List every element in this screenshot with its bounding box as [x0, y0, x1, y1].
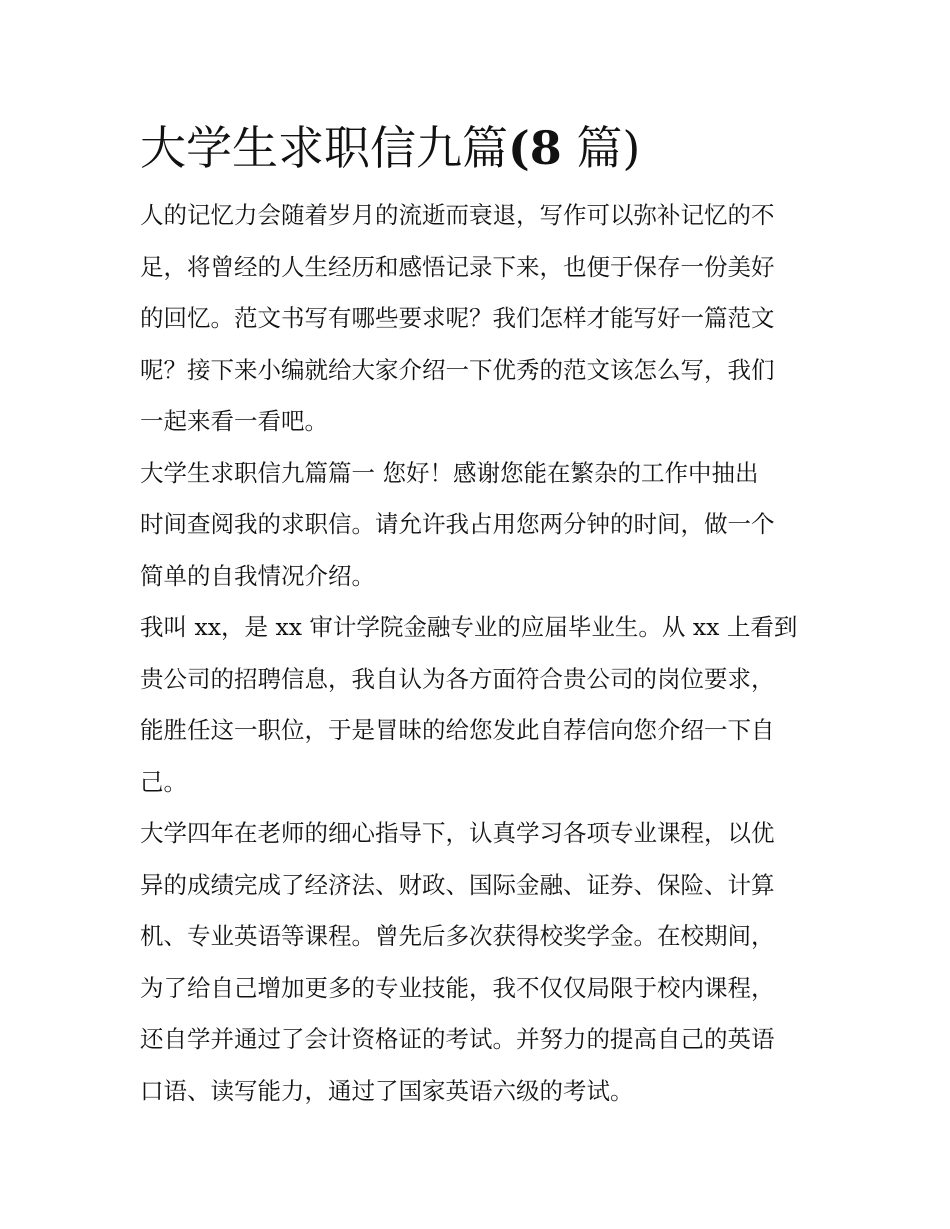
text-line: 异的成绩完成了经济法、财政、国际金融、证券、保险、计算	[140, 870, 775, 899]
title-count: 8	[529, 121, 562, 175]
text-line: 己。	[140, 767, 187, 796]
text-line: 一起来看一看吧。	[140, 407, 328, 435]
title-paren-open: (	[508, 121, 530, 175]
text-line: 简单的自我情况介绍。	[140, 561, 375, 590]
text-line: 为了给自己增加更多的专业技能，我不仅仅局限于校内课程，	[140, 973, 775, 1002]
text-line: 时间查阅我的求职信。请允许我占用您两分钟的时间，做一个	[140, 510, 775, 538]
text-line: 贵公司的招聘信息，我自认为各方面符合贵公司的岗位要求，	[140, 664, 775, 693]
text-line: 的回忆。范文书写有哪些要求呢？我们怎样才能写好一篇范文	[140, 304, 775, 332]
text-line: 大学生求职信九篇篇一 您好！感谢您能在繁杂的工作中抽出	[140, 458, 759, 487]
text-line: 大学四年在老师的细心指导下，认真学习各项专业课程，以优	[140, 819, 775, 847]
text-line: 我叫 xx，是 xx 审计学院金融专业的应届毕业生。从 xx 上看到	[140, 613, 798, 641]
title-suffix: 篇)	[561, 121, 641, 175]
text-line: 呢？接下来小编就给大家介绍一下优秀的范文该怎么写，我们	[140, 355, 775, 384]
text-line: 能胜任这一职位，于是冒昧的给您发此自荐信向您介绍一下自	[140, 716, 775, 744]
text-line: 机、专业英语等课程。曾先后多次获得校奖学金。在校期间，	[140, 922, 775, 950]
paragraph-intro	[140, 190, 814, 448]
text-line: 足，将曾经的人生经历和感悟记录下来，也便于保存一份美好	[140, 252, 775, 281]
title-main-text: 大学生求职信九篇	[140, 121, 508, 175]
text-line: 口语、读写能力，通过了国家英语六级的考试。	[140, 1076, 634, 1105]
text-line: 人的记忆力会随着岁月的流逝而衰退，写作可以弥补记忆的不	[140, 201, 775, 229]
document-body	[140, 190, 814, 1117]
text-line: 还自学并通过了会计资格证的考试。并努力的提高自己的英语	[140, 1025, 775, 1053]
paragraph-study	[140, 808, 814, 1117]
document-title	[140, 112, 814, 184]
paragraph-letter-opening	[140, 448, 814, 603]
paragraph-self-intro	[140, 602, 814, 808]
